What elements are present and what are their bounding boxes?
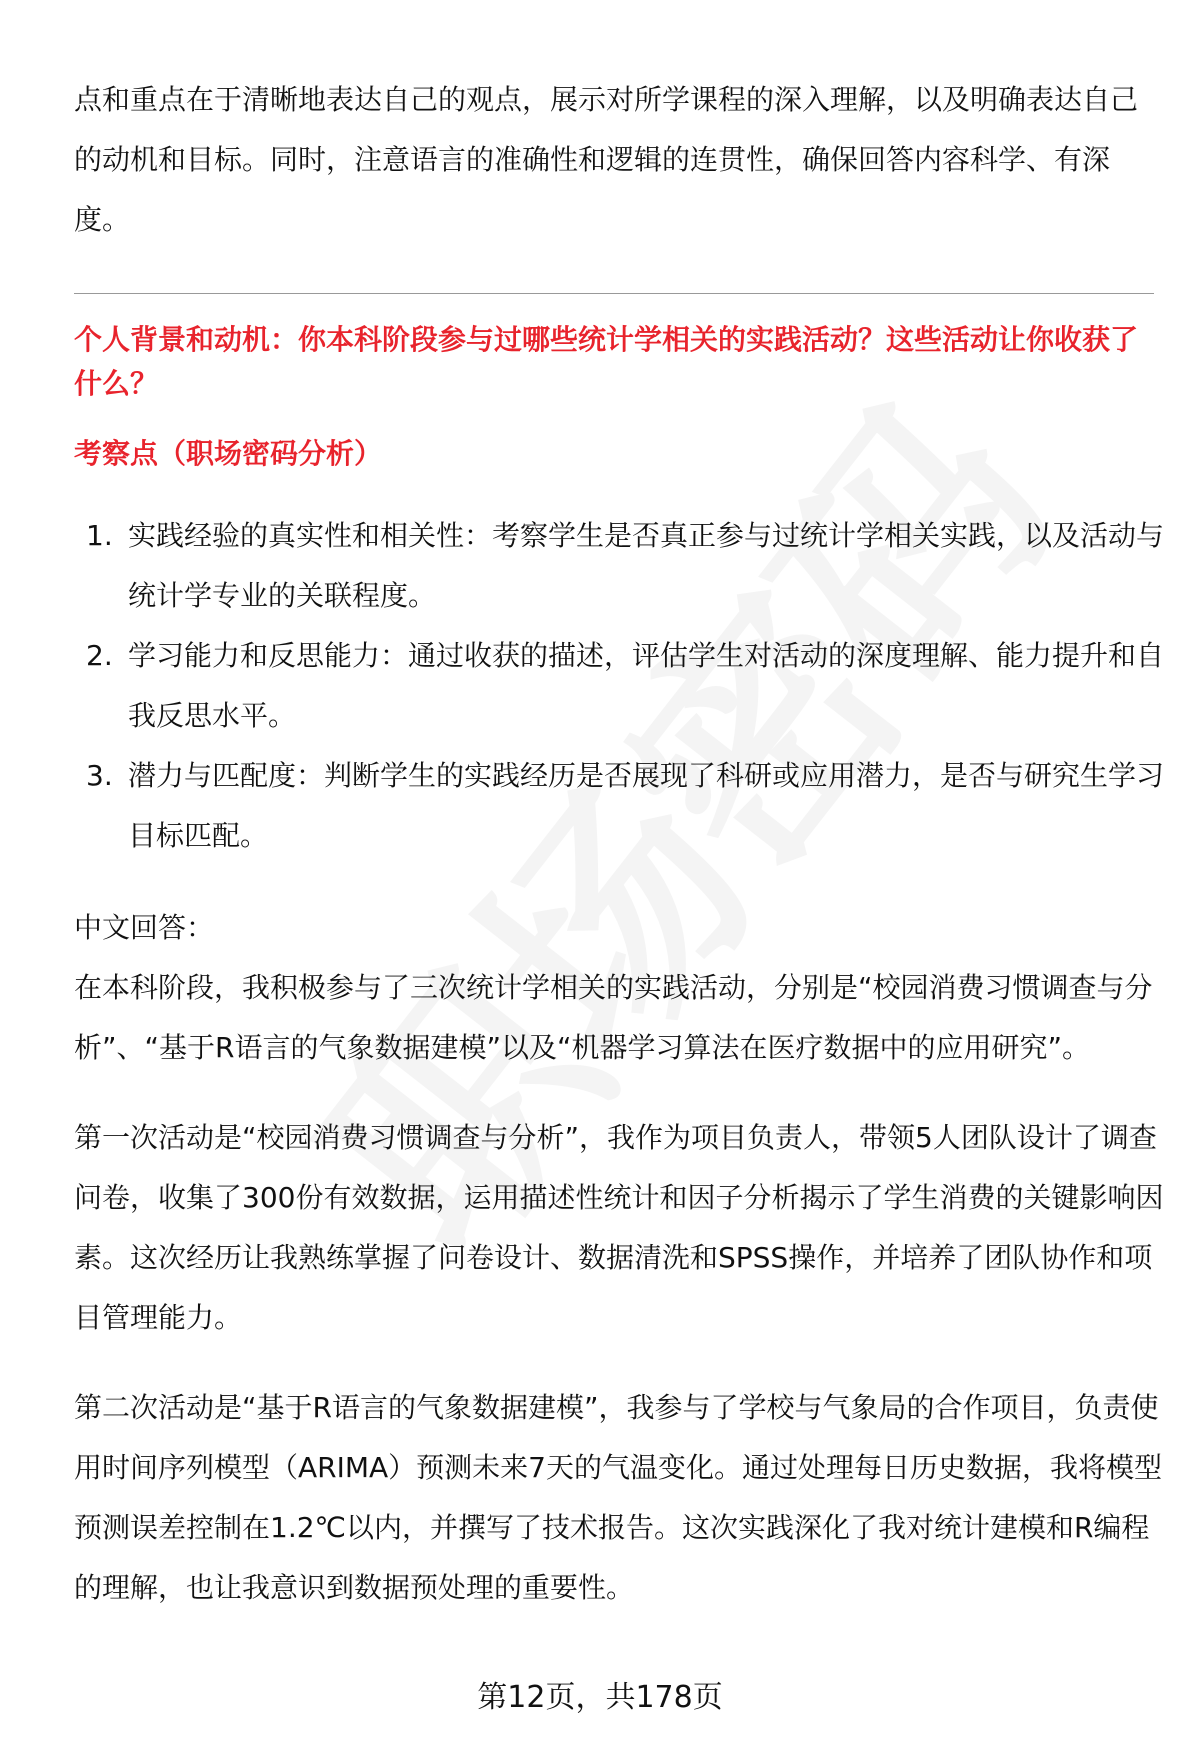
exam-point-text: 学习能力和反思能力：通过收获的描述，评估学生对活动的深度理解、能力提升和自我反思水平。: [128, 639, 1165, 732]
answer-paragraph: 第二次活动是“基于R语言的气象数据建模”，我参与了学校与气象局的合作项目，负责使用时间序列模型（ARIMA）预测未来7天的气温变化。通过处理每日历史数据，我将模型预测误差控制在1.2℃以内，并撰写了技术报告。这次实践深化了我对统计建模和R编程的理解，也让我意识到数据预处理的重要性。: [74, 1391, 1162, 1604]
exam-point-number: 3.: [86, 759, 113, 792]
page-number-footer: 第12页，共178页: [477, 1680, 723, 1715]
answer-paragraph: 在本科阶段，我积极参与了三次统计学相关的实践活动，分别是“校园消费习惯调查与分析”、“基于R语言的气象数据建模”以及“机器学习算法在医疗数据中的应用研究”。: [74, 971, 1153, 1064]
question-heading: 个人背景和动机：你本科阶段参与过哪些统计学相关的实践活动？这些活动让你收获了什么？: [74, 323, 1139, 400]
exam-point-item: [74, 626, 1164, 746]
answer-section: [74, 898, 1164, 1618]
exam-points-title: 考察点（职场密码分析）: [74, 437, 383, 470]
paragraph-gap: [74, 1078, 1164, 1108]
exam-point-item: [74, 746, 1164, 866]
answer-label: 中文回答：: [74, 911, 215, 944]
exam-point-text: 潜力与匹配度：判断学生的实践经历是否展现了科研或应用潜力，是否与研究生学习目标匹配。: [128, 759, 1165, 852]
intro-section: [74, 70, 1164, 250]
exam-points-list: [74, 506, 1164, 866]
exam-point-text: 实践经验的真实性和相关性：考察学生是否真正参与过统计学相关实践，以及活动与统计学专业的关联程度。: [128, 519, 1165, 612]
exam-point-number: 1.: [86, 519, 113, 552]
intro-paragraph: 点和重点在于清晰地表达自己的观点，展示对所学课程的深入理解，以及明确表达自己的动机和目标。同时，注意语言的准确性和逻辑的连贯性，确保回答内容科学、有深度。: [74, 83, 1139, 236]
section-divider: [74, 293, 1154, 294]
paragraph-gap: [74, 1348, 1164, 1378]
exam-point-item: [74, 506, 1164, 626]
answer-paragraph: 第一次活动是“校园消费习惯调查与分析”，我作为项目负责人，带领5人团队设计了调查问卷，收集了300份有效数据，运用描述性统计和因子分析揭示了学生消费的关键影响因素。这次经历让我熟练掌握了问卷设计、数据清洗和SPSS操作，并培养了团队协作和项目管理能力。: [74, 1121, 1164, 1334]
exam-point-number: 2.: [86, 639, 113, 672]
